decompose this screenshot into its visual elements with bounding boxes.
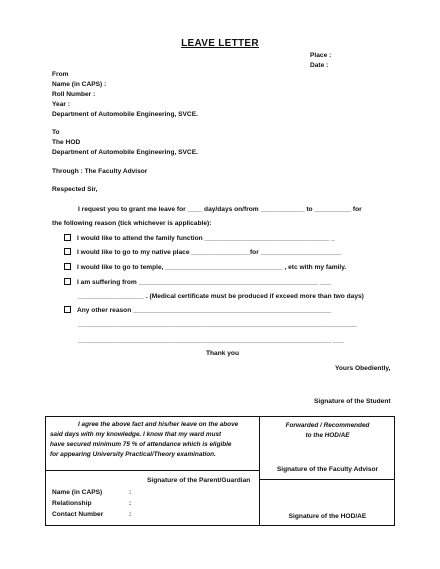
parent-name-field: Name (in CAPS) : [52, 489, 132, 496]
checkbox-icon[interactable] [64, 248, 71, 255]
other-reason-blank-1: ____________________________________________________________________________ [78, 321, 357, 328]
from-year-field: Year : [52, 101, 70, 108]
to-dept: Department of Automobile Engineering, SVCE. [52, 149, 198, 156]
table-divider [259, 479, 395, 480]
checkbox-icon[interactable] [64, 306, 71, 313]
from-name-field: Name (in CAPS) : [52, 81, 107, 88]
parent-relationship-field: Relationship : [52, 500, 132, 507]
signature-parent: Signature of the Parent/Guardian [147, 477, 251, 484]
to-hod: The HOD [52, 139, 81, 146]
forwarded-text: Forwarded / Recommended to the HOD/AE [285, 422, 370, 439]
other-reason-blank-2: _____________________________________________________________________ ___ [78, 337, 344, 344]
reason-line: the following reason (tick whichever is applicable): [52, 220, 212, 227]
option-temple[interactable]: I would like to go to temple, ________________________________ , etc with my family. [64, 263, 346, 272]
checkbox-icon[interactable] [64, 278, 71, 285]
through-line: Through : The Faculty Advisor [52, 168, 148, 175]
from-roll-field: Roll Number : [52, 91, 96, 98]
option-family-function[interactable]: I would like to attend the family function __________________________________ _ [64, 234, 335, 243]
from-heading: From [52, 71, 69, 78]
place-field: Place : [310, 52, 332, 59]
table-divider [45, 470, 260, 471]
signature-faculty-advisor: Signature of the Faculty Advisor [276, 466, 379, 473]
checkbox-icon[interactable] [64, 263, 71, 270]
page-title: LEAVE LETTER [181, 38, 259, 49]
salutation: Respected Sir, [52, 186, 98, 193]
parent-agreement-text: I agree the above fact and his/her leave on the above said days with my knowledge. I know that my ward must have secured minimum 75 % of attendance which is eligible for appearing University Practical/Theory examination. [50, 421, 239, 458]
option-native-place[interactable]: I would like to go to my native place ________________for ______________________ [64, 248, 341, 257]
from-dept: Department of Automobile Engineering, SVCE. [52, 111, 198, 118]
date-field: Date : [310, 62, 329, 69]
parent-contact-field: Contact Number : [52, 511, 132, 518]
checkbox-icon[interactable] [64, 234, 71, 241]
option-other-reason[interactable]: Any other reason ______________________________________________________ [64, 306, 331, 315]
to-heading: To [52, 129, 60, 136]
yours-obediently: Yours Obediently, [335, 365, 391, 372]
signature-student: Signature of the Student [314, 398, 391, 405]
signature-hod: Signature of the HOD/AE [288, 513, 367, 520]
thank-you: Thank you [206, 350, 239, 357]
option-suffering[interactable]: I am suffering from _________________________________________________ ___ [64, 278, 331, 287]
medical-line: __________________ . (Medical certificate must be produced if exceed more than two days) [78, 293, 364, 300]
request-line: I request you to grant me leave for ____ day/days on/from ____________ to __________ for [78, 206, 362, 213]
